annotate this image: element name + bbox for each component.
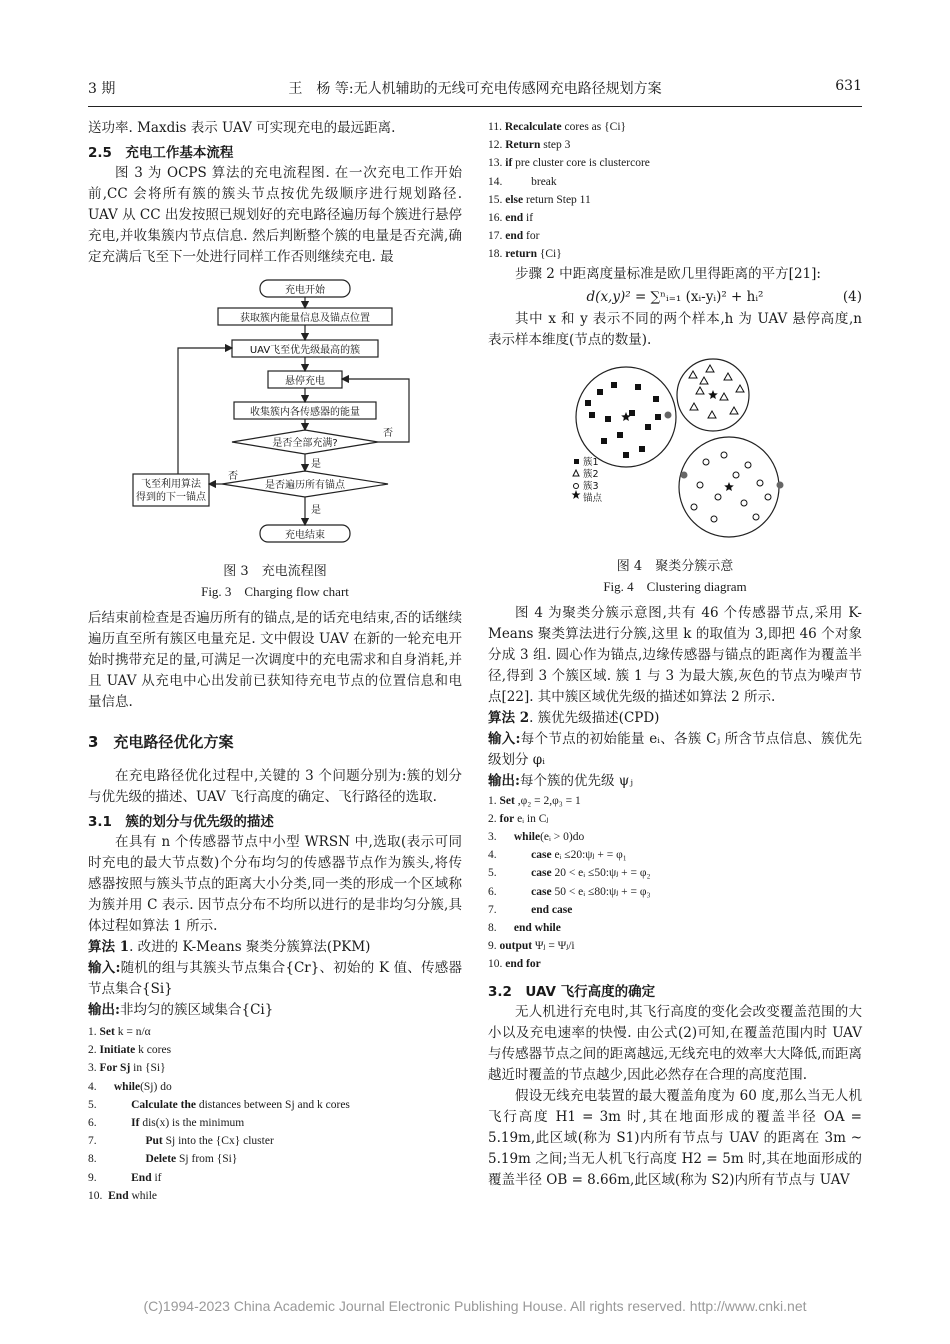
flow-label: 得到的下一锚点 (136, 492, 206, 503)
cluster-3-node (715, 494, 721, 500)
anchor-star-icon (724, 482, 734, 491)
legend-label: 簇2 (583, 468, 599, 480)
cluster-1-node (617, 432, 623, 438)
cluster-1-node (597, 389, 603, 395)
cluster-3-node (703, 459, 709, 465)
cluster-3-node (745, 462, 751, 468)
cluster-2-node (700, 377, 708, 384)
algorithm-line: 3. while(eᵢ > 0)do (488, 831, 585, 844)
algorithm-input: 输入:每个节点的初始能量 eᵢ、各簇 Cⱼ 所含节点信息、簇优先级划分 φᵢ (488, 730, 862, 768)
cluster-1-node (653, 396, 659, 402)
algorithm-line: 9. output Ψⱼ = Ψⱼ/i (488, 940, 575, 953)
cluster-2-node (708, 411, 716, 418)
cluster-1-node (589, 412, 595, 418)
flow-no-label: 否 (228, 471, 238, 482)
algorithm-output: 输出:每个簇的优先级 ψⱼ (488, 772, 633, 789)
legend-label: 簇3 (583, 480, 599, 492)
algorithm-line: 11. Recalculate cores as {Ci} (488, 121, 627, 133)
cluster-2-node (720, 393, 728, 400)
algorithm-1-code-continued (488, 118, 862, 264)
flow-no-label: 否 (383, 428, 393, 439)
cluster-3-node (765, 494, 771, 500)
paragraph: 假设无线充电装置的最大覆盖角度为 60 度,那么当无人机飞行高度 H1 = 3m 时,其在地面形成的覆盖半径 OA = 5.19m,此区域(称为 S1)内所有节点与 UAV 的距离在 3m ~ 5.19m 之间;当无人机飞行高度 H2 = 5m 时,其在地面形成的覆盖半径 OB = 8.66m,此区域(称为 S2)内所有节点与 UAV (488, 1087, 862, 1188)
cluster-3-node (721, 452, 727, 458)
legend-label: 锚点 (583, 492, 603, 504)
chapter-heading: 3 充电路径优化方案 (88, 733, 234, 751)
legend-star-icon (572, 490, 581, 499)
cluster-3-node (741, 500, 747, 506)
algorithm-line: 2. Initiate k cores (88, 1044, 172, 1057)
cluster-3-node (733, 472, 739, 478)
algorithm-input: 输入:随机的组与其簇头节点集合{Cr}、初始的 K 值、传感器节点集合{Si} (88, 960, 462, 997)
cluster-2-node (724, 373, 732, 380)
algorithm-line: 8. Delete Sj from {Si} (88, 1153, 238, 1166)
algorithm-line: 5. case 20 < eᵢ ≤50:ψⱼ + = φ₂ (488, 867, 651, 880)
algorithm-1-code (88, 1023, 462, 1205)
noise-node (681, 471, 688, 478)
noise-node (777, 481, 784, 488)
flow-decision-label: 是否全部充满? (272, 438, 338, 449)
flow-yes-label: 是 (311, 459, 321, 470)
algorithm-line: 4. while(Sj) do (88, 1080, 172, 1093)
charging-flowchart (88, 274, 462, 560)
paragraph: 在具有 n 个传感器节点中小型 WRSN 中,选取(表示可同时充电的最大节点数)个分布均匀的传感器节点作为簇头,将传感器按照与簇头节点的距离大小分类,同一类的形成一个区域称为簇并用 C 表示. 因节点分布不均所以进行的是非均匀分簇,具体过程如算法 1 所示. (88, 834, 462, 934)
legend-square-icon (574, 459, 579, 464)
right-column (488, 118, 862, 1191)
cluster-2-node (730, 407, 738, 414)
cluster-3-node (691, 504, 697, 510)
cluster-2-node (690, 403, 698, 410)
figure-caption-en: Fig. 4 Clustering diagram (603, 578, 747, 594)
cluster-3-node (711, 516, 717, 522)
cluster-1-node (623, 452, 629, 458)
cluster-1-node (605, 416, 611, 422)
cluster-1-node (655, 414, 661, 420)
algorithm-line: 15. else return Step 11 (488, 193, 591, 206)
paragraph: 步骤 2 中距离度量标准是欧几里得距离的平方[21]: (515, 265, 821, 282)
flow-yes-label: 是 (311, 505, 321, 516)
algorithm-line: 5. Calculate the distances between Sj and k cores (88, 1098, 350, 1111)
cluster-3-node (757, 480, 763, 486)
left-column (88, 118, 462, 1205)
paragraph: 送功率. Maxdis 表示 UAV 可实现充电的最远距离. (88, 120, 396, 136)
clustering-diagram (488, 357, 862, 557)
algorithm-line: 10. End while (88, 1189, 158, 1202)
section-heading: 2.5 充电工作基本流程 (88, 145, 234, 161)
algorithm-line: 1. Set k = n/α (88, 1026, 151, 1038)
legend-label: 簇1 (583, 456, 599, 468)
equation-number: (4) (842, 288, 862, 305)
algorithm-line: 17. end for (488, 230, 540, 243)
algorithm-title: 算法 1. 改进的 K-Means 聚类分簇算法(PKM) (88, 939, 371, 955)
cluster-3-node (753, 514, 759, 520)
algorithm-line: 6. If dis(x) is the minimum (88, 1117, 245, 1130)
algorithm-title: 算法 2. 簇优先级描述(CPD) (488, 709, 660, 726)
cluster-1-node (585, 400, 591, 406)
cluster-2-node (696, 387, 704, 394)
figure-caption: 图 4 聚类分簇示意 (616, 558, 734, 574)
flow-start-label: 充电开始 (285, 285, 325, 296)
legend-triangle-icon (573, 470, 579, 476)
cluster-3-node (697, 482, 703, 488)
cluster-1-node (629, 410, 635, 416)
paragraph: 图 3 为 OCPS 算法的充电流程图. 在一次充电工作开始前,CC 会将所有簇的簇头节点按优先级顺序进行规划路径. UAV 从 CC 出发按照已规划好的充电路径遍历每个簇进行悬停充电,并收集簇内节点信息. 然后判断整个簇的电量是否充满,确定充满后飞至下一处进行同样工作否则继续充电. 最 (88, 165, 462, 265)
flow-label: UAV飞至优先级最高的簇 (249, 345, 361, 356)
algorithm-line: 12. Return step 3 (488, 139, 571, 152)
flow-label: 悬停充电 (285, 376, 325, 387)
section-heading: 3.2 UAV 飞行高度的确定 (488, 983, 656, 1000)
paragraph: 无人机进行充电时,其飞行高度的变化会改变覆盖范围的大小以及充电速率的快慢. 由公式(2)可知,在覆盖范围内时 UAV 与传感器节点之间的距离越远,无线充电的效率大大降低,而距离越近时覆盖的节点越少,因此必然存在合理的高度范围. (488, 1003, 862, 1083)
cluster-1-node (601, 438, 607, 444)
figure-caption-en: Fig. 3 Charging flow chart (201, 584, 349, 599)
flow-label: 飞至利用算法 (141, 479, 201, 490)
cluster-2-node (706, 365, 714, 372)
flow-label: 收集簇内各传感器的能量 (250, 407, 360, 418)
running-title: 王 杨 等:无人机辅助的无线可充电传感网充电路径规划方案 (288, 81, 662, 97)
algorithm-2-code (488, 792, 862, 974)
algorithm-output: 输出:非均匀的簇区域集合{Ci} (88, 1002, 274, 1018)
paragraph: 在充电路径优化过程中,关键的 3 个问题分别为:簇的划分与优先级的描述、UAV 飞行高度的确定、飞行路径的选取. (88, 768, 462, 805)
cluster-1-node (635, 384, 641, 390)
algorithm-line: 13. if pre cluster core is clustercore (488, 157, 650, 170)
section-heading: 3.1 簇的划分与优先级的描述 (88, 814, 274, 830)
figure-caption: 图 3 充电流程图 (223, 564, 327, 579)
header-rule (88, 106, 862, 107)
issue-number: 3 期 (88, 81, 116, 97)
algorithm-line: 4. case eᵢ ≤20:ψⱼ + = φ₁ (488, 849, 627, 862)
noise-node (665, 411, 672, 418)
copyright-footer: (C)1994-2023 China Academic Journal Electronic Publishing House. All rights reserved. http://www.cnki.net (143, 1298, 807, 1314)
paragraph: 其中 x 和 y 表示不同的两个样本,h 为 UAV 悬停高度,n 表示样本维度(节点的数量). (488, 310, 862, 348)
page-number: 631 (835, 78, 862, 94)
algorithm-line: 3. For Sj in {Si} (88, 1062, 166, 1075)
algorithm-line: 18. return {Ci} (488, 248, 562, 261)
equation-4: d(x,y)² = ∑ⁿᵢ₌₁ (xᵢ-yᵢ)² + hᵢ² (4) (488, 285, 862, 309)
algorithm-line: 14. break (488, 175, 557, 188)
paragraph: 图 4 为聚类分簇示意图,共有 46 个传感器节点,采用 K-Means 聚类算法进行分簇,这里 k 的取值为 3,即把 46 个对象分成 3 组. 圆心作为锚点,边缘传感器与锚点的距离作为覆盖半径,得到 3 个簇区域. 簇 1 与 3 为最大簇,灰色的节点为噪声节点[22]. 其中簇区域优先级的描述如算法 2 所示. (488, 604, 862, 705)
algorithm-line: 7. Put Sj into the {Cx} cluster (88, 1135, 274, 1148)
algorithm-line: 10. end for (488, 958, 541, 971)
flow-decision-label: 是否遍历所有锚点 (265, 480, 345, 491)
algorithm-line: 8. end while (488, 922, 561, 935)
cluster-2-node (689, 371, 697, 378)
flow-end-label: 充电结束 (285, 530, 325, 541)
cluster-1-node (611, 382, 617, 388)
cluster-1-node (645, 424, 651, 430)
anchor-star-icon (708, 390, 718, 399)
algorithm-line: 6. case 50 < eᵢ ≤80:ψⱼ + = φ₃ (488, 885, 651, 898)
cluster-2-node (736, 385, 744, 392)
algorithm-line: 9. End if (88, 1171, 162, 1184)
algorithm-line: 1. Set ,φ₂ = 2,φ₃ = 1 (488, 794, 581, 807)
cluster-1-node (639, 446, 645, 452)
algorithm-line: 7. end case (488, 903, 573, 916)
paragraph: 后结束前检查是否遍历所有的锚点,是的话充电结束,否的话继续遍历直至所有簇区电量充足. 文中假设 UAV 在新的一轮充电开始时携带充足的量,可满足一次调度中的充电需求和自身消耗,并且 UAV 从充电中心出发前已获知待充电节点的位置信息和电量信息. (88, 610, 462, 710)
legend-circle-icon (574, 483, 579, 488)
flow-label: 获取簇内能量信息及锚点位置 (240, 313, 370, 324)
algorithm-line: 2. for eᵢ in Cⱼ (488, 812, 549, 825)
algorithm-line: 16. end if (488, 212, 534, 225)
